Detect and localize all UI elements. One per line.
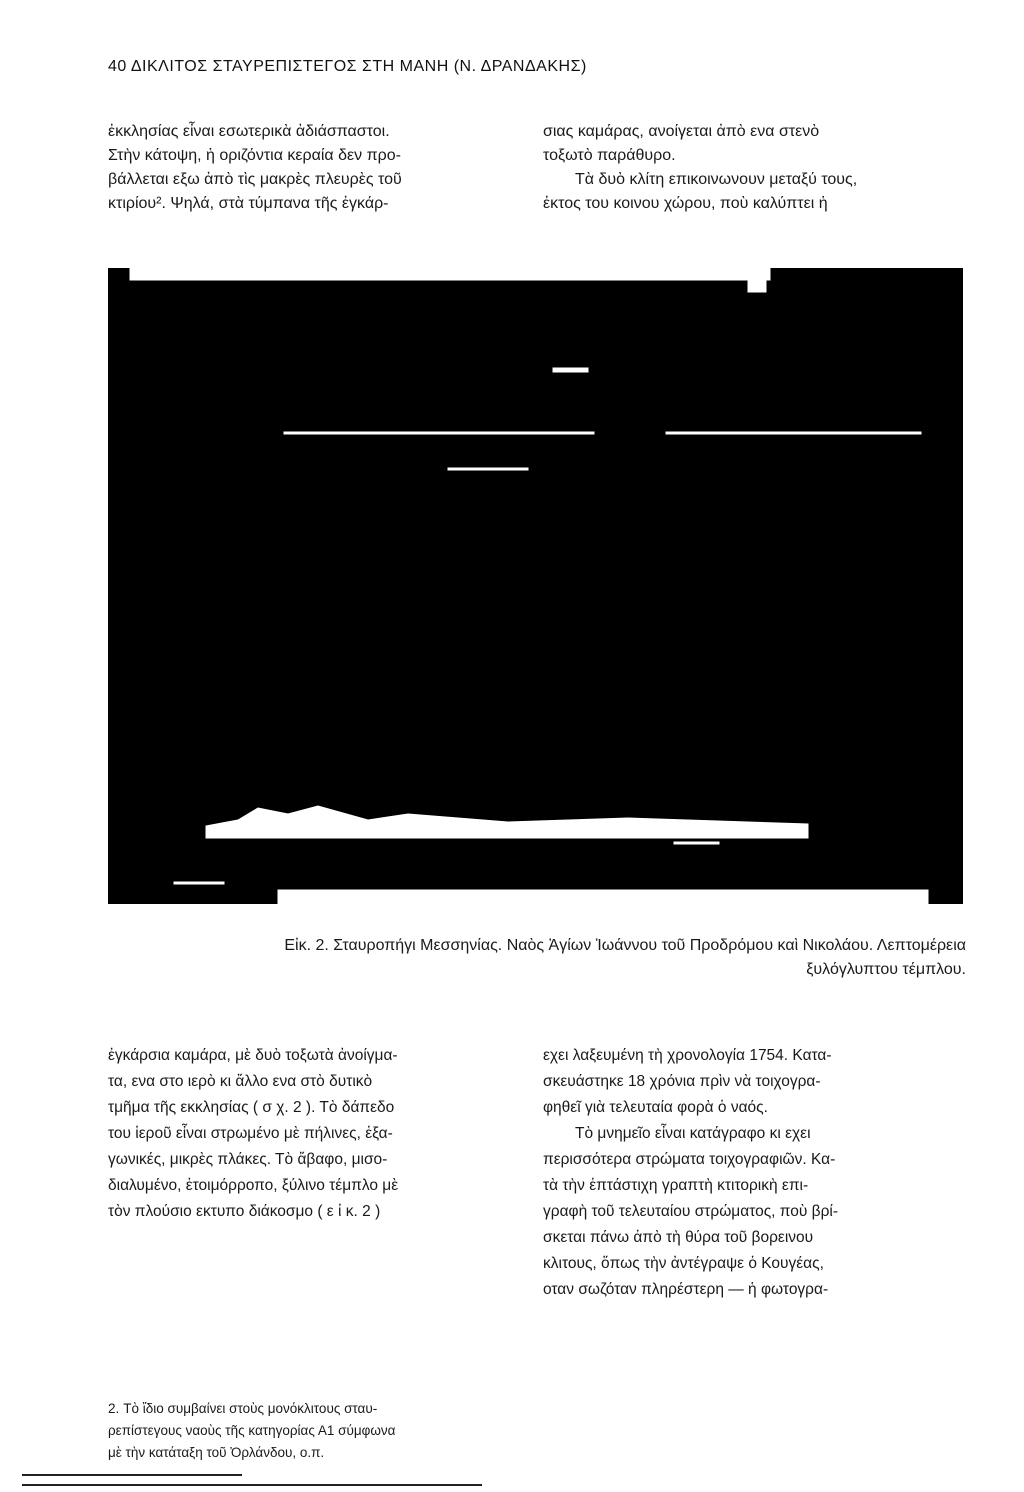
photo-top-highlight: [130, 268, 770, 280]
bottom-right-column: [543, 1043, 963, 1303]
text-line: σιας καμάρας, ανοίγεται ἀπὸ ενα στενὸ: [543, 123, 820, 140]
text-line: τὰ τὴν ἑπτάστιχη γραπτὴ κτιτορικὴ επι-: [543, 1177, 809, 1194]
photo-highlight: [553, 368, 588, 372]
footnote: [108, 1398, 520, 1464]
photo-highlight: [666, 432, 921, 434]
text-line: ἐκκλησίας εἶναι εσωτερικὰ ἀδιάσπαστοι.: [108, 123, 390, 140]
photo-highlight: [674, 842, 719, 844]
footnote-line: μὲ τὴν κατάταξη τοῦ Ὀρλάνδου, ο.π.: [108, 1445, 325, 1460]
photo-highlight: [174, 882, 224, 884]
text-line: ἐκτος του κοινου χώρου, ποὺ καλύπτει ἡ: [543, 195, 828, 212]
text-line: οταν σωζόταν πληρέστερη — ἡ φωτογρα-: [543, 1281, 829, 1298]
figure-caption: [108, 934, 966, 982]
bottom-left-column: [108, 1043, 518, 1225]
text-line: φηθεῖ γιὰ τελευταία φορὰ ὁ ναός.: [543, 1099, 768, 1116]
photo-highlight: [284, 432, 594, 434]
top-left-column: [108, 120, 518, 216]
figure-photo-carved-templon: [108, 268, 963, 904]
text-line: Στὴν κάτοψη, ἡ οριζόντια κεραία δεν προ-: [108, 147, 401, 164]
text-line: διαλυμένο, ἑτοιμόρροπο, ξύλινο τέμπλο μὲ: [108, 1177, 399, 1194]
text-line: τμῆμα τῆς εκκλησίας ( σ χ. 2 ). Τὸ δάπεδο: [108, 1099, 395, 1116]
photo-bottom-highlight: [206, 806, 808, 838]
footnote-text: Τὸ ἴδιο συμβαίνει στοὺς μονόκλιτους σταυ-: [123, 1401, 378, 1416]
text-line: Τὰ δυὸ κλίτη επικοινωνουν μεταξύ τους,: [575, 171, 858, 188]
text-line: τοξωτὸ παράθυρο.: [543, 147, 676, 164]
text-line: σκευάστηκε 18 χρόνια πρὶν νὰ τοιχογρα-: [543, 1073, 821, 1090]
text-line: ἐγκάρσια καμάρα, μὲ δυὸ τοξωτὰ ἀνοίγμα-: [108, 1047, 398, 1064]
scan-edge-rule: [22, 1474, 242, 1476]
text-line: γραφὴ τοῦ τελευταίου στρώματος, ποὺ βρί-: [543, 1203, 839, 1220]
text-line: τὸν πλούσιο εκτυπο διάκοσμο ( ε ἰ κ. 2 ): [108, 1203, 381, 1220]
text-line: κτιρίου². Ψηλά, στὰ τύμπανα τῆς ἐγκάρ-: [108, 195, 389, 212]
photo-highlight-corner: [748, 274, 766, 292]
text-line: κλιτους, ὅπως τὴν ἀντέγραψε ὁ Κουγέας,: [543, 1255, 824, 1272]
running-header: 40 ΔΙΚΛΙΤΟΣ ΣΤΑΥΡΕΠΙΣΤΕΓΟΣ ΣΤΗ ΜΑΝΗ (Ν. ΔΡΑΝΔΑΚΗΣ): [108, 58, 587, 75]
footnote-line: [108, 1398, 520, 1420]
caption-line: Εἰκ. 2. Σταυροπήγι Μεσσηνίας. Ναὸς Ἁγίων Ἰωάννου τοῦ Προδρόμου καὶ Νικολάου. Λεπτομέρεια: [284, 937, 966, 954]
photo-artifacts: [108, 268, 963, 904]
text-line: σκεται πάνω ἀπὸ τὴ θύρα τοῦ βορεινου: [543, 1229, 814, 1246]
footnote-line: ρεπίστεγους ναοὺς τῆς κατηγορίας Α1 σύμφωνα: [108, 1423, 396, 1438]
photo-highlight: [448, 468, 528, 470]
photo-bottom-highlight: [278, 890, 928, 904]
text-line: εχει λαξευμένη τὴ χρονολογία 1754. Κατα-: [543, 1047, 832, 1064]
text-line: τα, ενα στο ιερὸ κι ἄλλο ενα στὸ δυτικὸ: [108, 1073, 373, 1090]
scan-edge-rule: [22, 1484, 482, 1486]
text-line: γωνικές, μικρὲς πλάκες. Τὸ ἄβαφο, μισο-: [108, 1151, 388, 1168]
top-right-column: [543, 120, 963, 216]
text-line: του ἱεροῦ εἶναι στρωμένο μὲ πήλινες, ἑξα-: [108, 1125, 393, 1142]
footnote-number: 2.: [108, 1401, 120, 1416]
text-line: περισσότερα στρώματα τοιχογραφιῶν. Κα-: [543, 1151, 836, 1168]
text-line: Τὸ μνημεῖο εἶναι κατάγραφο κι εχει: [575, 1125, 811, 1142]
caption-line: ξυλόγλυπτου τέμπλου.: [806, 961, 966, 978]
text-line: βάλλεται εξω ἀπὸ τὶς μακρὲς πλευρὲς τοῦ: [108, 171, 402, 188]
